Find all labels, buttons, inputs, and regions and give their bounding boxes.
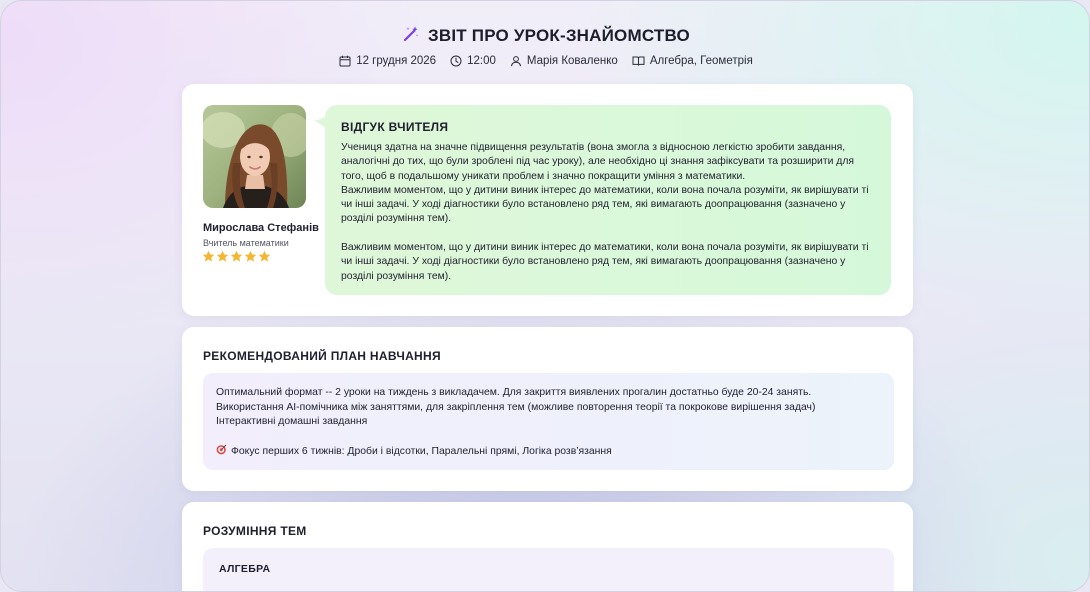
lesson-meta xyxy=(1,55,1090,67)
plan-line: Інтерактивні домашні завдання xyxy=(216,416,368,428)
report-header xyxy=(1,25,1090,67)
subjects: Алгебра, Геометрія xyxy=(649,55,753,67)
feedback-bubble xyxy=(325,105,891,295)
meta-subjects xyxy=(632,55,753,67)
meta-time xyxy=(450,55,496,67)
teacher-role: Вчитель математики xyxy=(203,238,289,248)
plan-box xyxy=(203,373,894,470)
meta-student xyxy=(510,55,618,67)
meta-date xyxy=(339,55,436,67)
feedback-title: ВІДГУК ВЧИТЕЛЯ xyxy=(341,120,449,134)
lesson-date: 12 грудня 2026 xyxy=(356,55,437,67)
feedback-paragraph: Учениця здатна на значне підвищення результатів (вона змогла з відносною легкістю зробити завдання, аналогічні до тих, що були зроблені під час уроку), але необхідно ці знання зафіксувати та розширити для того, щоб в подальшому уникати проблем і значно покращити уміння з математики. Важливим моментом, що у дитини виник інтерес до математики, коли вона почала розуміти, як вирішувати ті чи інші задачі. У ході діагностики було встановлено ряд тем, які вимагають доопрацювання (зазначено у розділі розуміння тем). xyxy=(341,142,869,225)
teacher-feedback-card xyxy=(182,84,913,316)
topic-title: АЛГЕБРА xyxy=(219,563,271,575)
star-icon xyxy=(244,250,257,268)
feedback-paragraph: Важливим моментом, що у дитини виник інтерес до математики, коли вона почала розуміти, як вирішувати ті чи інші задачі. У ході діагностики було встановлено ряд тем, які вимагають доопрацювання (зазначено у розділі розуміння тем). xyxy=(341,242,869,282)
book-icon xyxy=(632,55,645,67)
title-row xyxy=(1,25,1090,47)
topic-algebra[interactable] xyxy=(203,548,894,592)
bubble-tail xyxy=(313,115,327,134)
user-icon xyxy=(510,55,522,67)
student-name: Марія Коваленко xyxy=(526,55,618,67)
clock-icon xyxy=(450,55,462,67)
star-icon xyxy=(230,250,243,268)
teacher-photo xyxy=(203,105,306,208)
plan-line: Використання AI-помічника між заняттями, для закріплення тем (можливе повторення теорії та покрокове вирішення задач) xyxy=(216,401,816,413)
lesson-time: 12:00 xyxy=(467,55,496,67)
magic-wand-icon xyxy=(402,25,420,48)
star-icon xyxy=(216,250,229,268)
plan-title: РЕКОМЕНДОВАНИЙ ПЛАН НАВЧАННЯ xyxy=(203,349,441,363)
calendar-icon xyxy=(339,55,351,67)
target-icon xyxy=(216,444,227,461)
study-plan-card xyxy=(182,327,913,491)
topics-card xyxy=(182,502,913,592)
teacher-rating xyxy=(202,250,271,268)
star-icon xyxy=(202,250,215,268)
teacher-name: Мирослава Стефанів xyxy=(203,222,319,234)
plan-line: Оптимальний формат -- 2 уроки на тиждень з викладачем. Для закриття виявлених прогалин достатньо буде 20-24 занять. xyxy=(216,387,812,398)
page-title: ЗВІТ ПРО УРОК-ЗНАЙОМСТВО xyxy=(428,26,690,45)
star-icon xyxy=(258,250,271,268)
focus-text: Фокус перших 6 тижнів: Дроби і відсотки, Паралельні прямі, Логіка розв’язання xyxy=(231,445,612,457)
plan-focus xyxy=(216,444,881,461)
topics-title: РОЗУМІННЯ ТЕМ xyxy=(203,524,307,538)
